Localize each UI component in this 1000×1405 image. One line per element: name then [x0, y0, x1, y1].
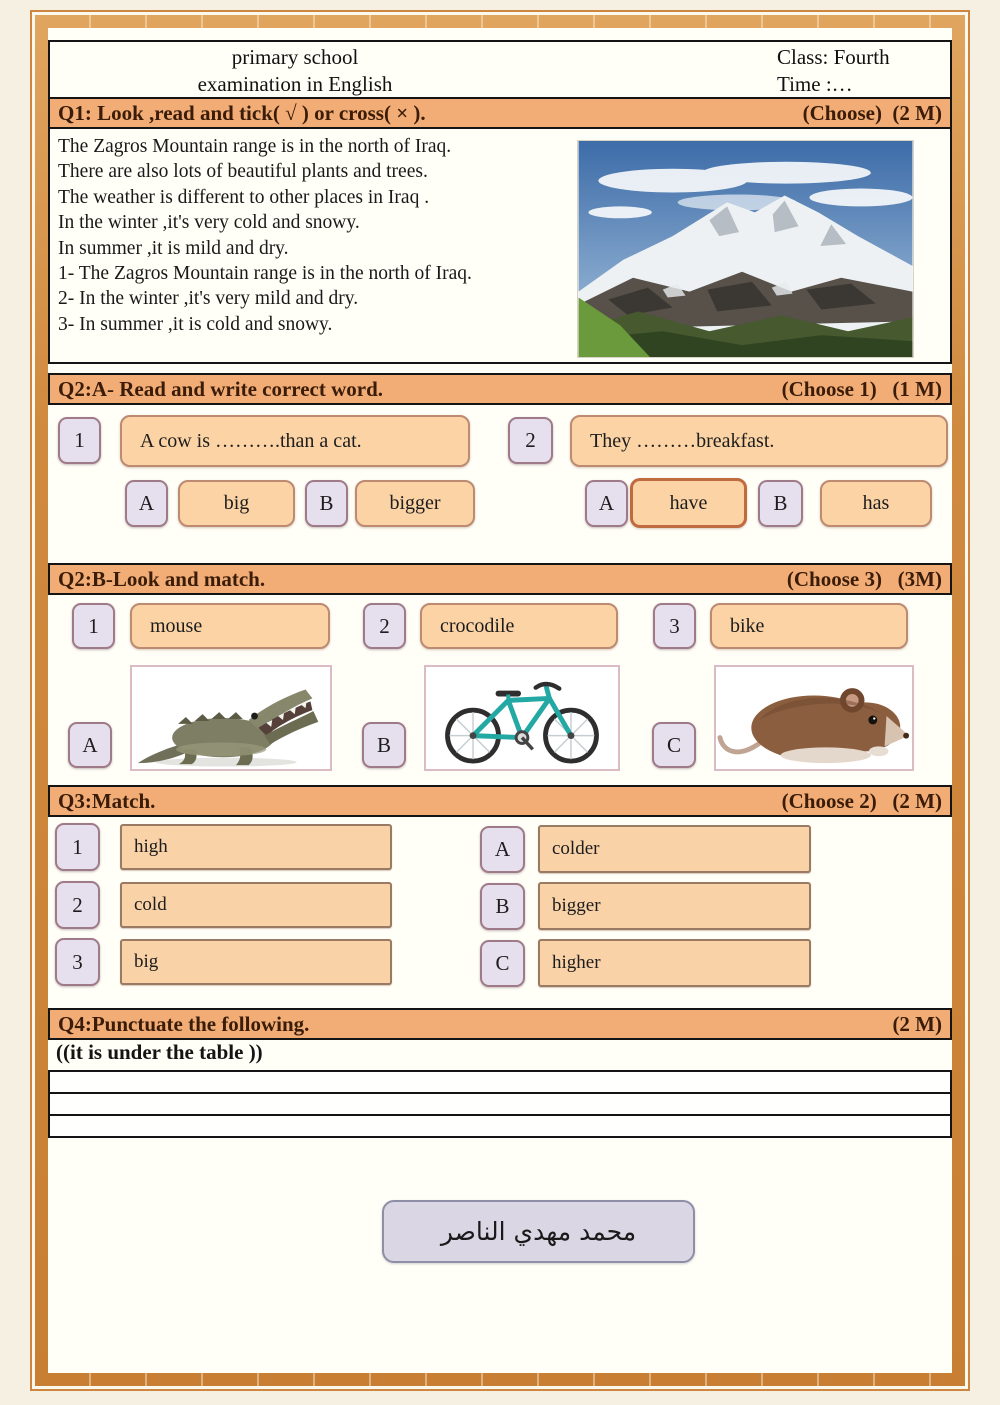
school-title — [140, 44, 450, 98]
q3-section-bar — [48, 785, 952, 817]
statement-line: 2- In the winter ,it's very mild and dry. — [58, 288, 359, 310]
q2b-content — [48, 595, 952, 807]
q3-right-b-letter[interactable]: B — [480, 883, 525, 930]
q3-left3-number: 3 — [55, 938, 100, 986]
q3-right-a-word[interactable]: colder — [538, 825, 811, 873]
q4-title: Q4:Punctuate the following. — [58, 1011, 310, 1036]
class-label: Class: Fourth — [777, 45, 890, 69]
q2a-item1-number: 1 — [58, 417, 101, 464]
q1-marks: (Choose) (2 M) — [802, 100, 942, 125]
q3-content — [48, 817, 952, 1008]
answer-line[interactable] — [48, 1070, 952, 1094]
answer-line[interactable] — [48, 1114, 952, 1138]
q4-marks: (2 M) — [892, 1011, 942, 1036]
mouse-image[interactable] — [714, 665, 914, 771]
q3-marks: (Choose 2) (2 M) — [781, 788, 942, 813]
q3-title: Q3:Match. — [58, 788, 156, 813]
mountain-photo — [577, 140, 914, 358]
q4-prompt: ((it is under the table )) — [56, 1040, 263, 1064]
q2a-item1-option-a-letter[interactable]: A — [125, 480, 168, 527]
q2a-item2-option-a[interactable]: have — [630, 478, 747, 528]
q1-content — [48, 127, 952, 364]
decorative-frame — [30, 10, 970, 1391]
passage-line: In the winter ,it's very cold and snowy. — [58, 212, 360, 234]
q2a-item2-option-b[interactable]: has — [820, 480, 932, 527]
q3-right-c-word[interactable]: higher — [538, 939, 811, 987]
q2b-word3-number: 3 — [653, 603, 696, 649]
answer-line[interactable] — [48, 1092, 952, 1116]
q2a-item1-option-a[interactable]: big — [178, 480, 295, 527]
q2a-item2-option-b-letter[interactable]: B — [758, 480, 803, 527]
passage-line: The Zagros Mountain range is in the north of Iraq. — [58, 136, 452, 157]
school-line1: primary school — [231, 45, 359, 69]
q1-section-bar — [48, 97, 952, 129]
q2b-title: Q2:B-Look and match. — [58, 566, 266, 591]
passage-line: There are also lots of beautiful plants and trees. — [58, 161, 428, 183]
q3-left2-word[interactable]: cold — [120, 882, 392, 928]
exam-sheet — [48, 28, 952, 1373]
q2b-word1-number: 1 — [72, 603, 115, 649]
q2a-item1-question: A cow is ……….than a cat. — [120, 415, 470, 467]
q2a-item2-question: They ………breakfast. — [570, 415, 948, 467]
school-line2: examination in English — [197, 72, 393, 96]
q2b-word3[interactable]: bike — [710, 603, 908, 649]
q2b-word2-number: 2 — [363, 603, 406, 649]
q4-answer-lines — [48, 1070, 952, 1138]
bicycle-image[interactable] — [424, 665, 620, 771]
frame-band — [35, 15, 965, 1386]
q1-passage — [58, 134, 472, 337]
q2a-marks: (Choose 1) (1 M) — [781, 376, 942, 401]
q2b-picture-c-letter[interactable]: C — [652, 722, 696, 768]
crocodile-image[interactable] — [130, 665, 332, 771]
q1-title: Q1: Look ,read and tick( √ ) or cross( × ). — [58, 100, 426, 125]
class-time-block — [777, 44, 890, 98]
q2b-word2[interactable]: crocodile — [420, 603, 618, 649]
statement-line: 3- In summer ,it is cold and snowy. — [58, 313, 333, 335]
q2a-item1-option-b-letter[interactable]: B — [305, 480, 348, 527]
time-label: Time :… — [777, 72, 853, 96]
exam-header — [48, 40, 952, 99]
q2b-picture-b-letter[interactable]: B — [362, 722, 406, 768]
q3-right-b-word[interactable]: bigger — [538, 882, 811, 930]
q2a-item1-option-b[interactable]: bigger — [355, 480, 475, 527]
q2a-item2-option-a-letter[interactable]: A — [585, 480, 628, 527]
q3-right-a-letter[interactable]: A — [480, 826, 525, 873]
q2a-item2-number: 2 — [508, 417, 553, 464]
q2b-marks: (Choose 3) (3M) — [786, 566, 942, 591]
q3-left1-number: 1 — [55, 823, 100, 871]
q3-left2-number: 2 — [55, 881, 100, 929]
q3-left1-word[interactable]: high — [120, 824, 392, 870]
statement-line: 1- The Zagros Mountain range is in the north of Iraq. — [58, 263, 472, 285]
q3-right-c-letter[interactable]: C — [480, 940, 525, 987]
q2b-word1[interactable]: mouse — [130, 603, 330, 649]
passage-line: The weather is different to other places in Iraq . — [58, 186, 430, 208]
q3-left3-word[interactable]: big — [120, 939, 392, 985]
teacher-name-box: محمد مهدي الناصر — [382, 1200, 695, 1263]
q4-section-bar — [48, 1008, 952, 1040]
passage-line: In summer ,it is mild and dry. — [58, 237, 289, 259]
q2a-content — [48, 405, 952, 561]
q2a-title: Q2:A- Read and write correct word. — [58, 376, 384, 401]
q2a-section-bar — [48, 373, 952, 405]
q2b-picture-a-letter[interactable]: A — [68, 722, 112, 768]
q2b-section-bar — [48, 563, 952, 595]
